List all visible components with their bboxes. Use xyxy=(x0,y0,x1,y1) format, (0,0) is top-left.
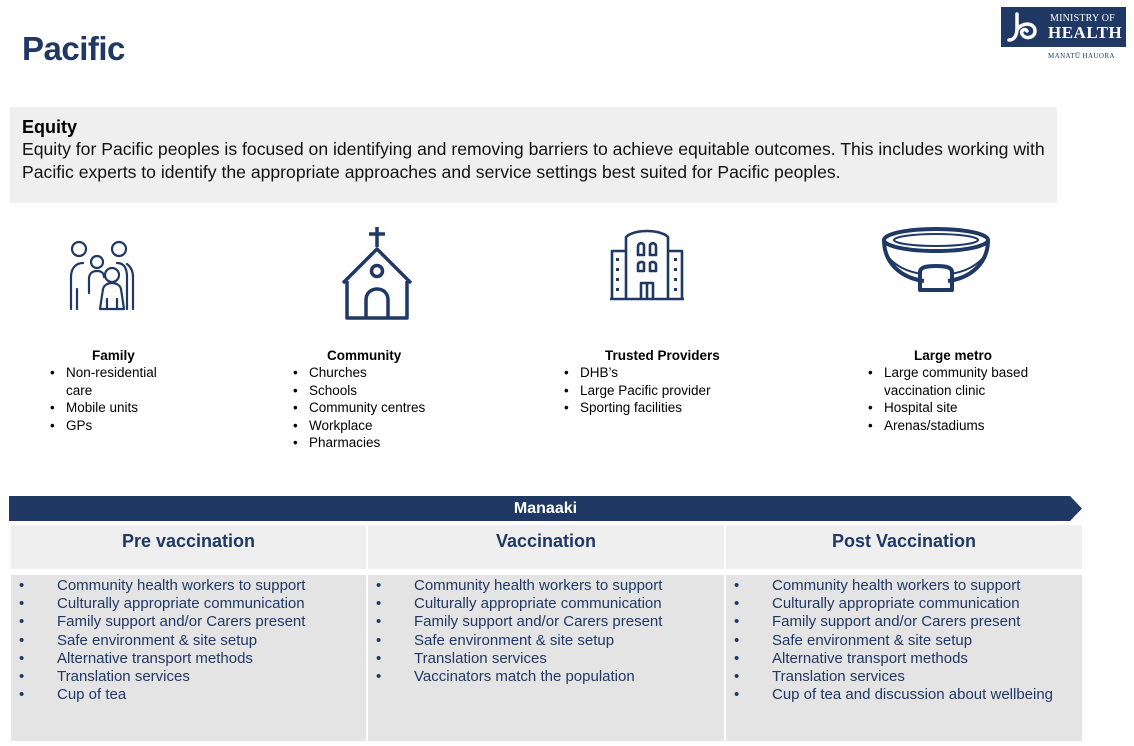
list-item: • Churches xyxy=(291,364,471,381)
list-item: • Community health workers to support xyxy=(368,577,724,595)
category-list xyxy=(562,364,762,416)
list-item: • Hospital site xyxy=(866,399,1066,416)
list-item: • Alternative transport methods xyxy=(726,650,1082,668)
list-item: • Family support and/or Carers present xyxy=(368,613,724,631)
category-title: Large metro xyxy=(914,348,993,363)
list-item: • Cup of tea and discussion about wellbeing xyxy=(726,686,1082,704)
list-item: • Vaccinators match the population xyxy=(368,668,724,686)
equity-heading: Equity xyxy=(22,117,78,137)
list-item: • Community health workers to support xyxy=(11,577,366,595)
logo-health-text: HEALTH xyxy=(1048,23,1123,42)
list-item: • Safe environment & site setup xyxy=(726,632,1082,650)
column-list xyxy=(11,577,366,704)
list-item: • Community health workers to support xyxy=(726,577,1082,595)
banner-label: Manaaki xyxy=(513,500,578,517)
column-list xyxy=(726,577,1082,704)
category-list xyxy=(291,364,471,451)
list-item: • Pharmacies xyxy=(291,434,471,451)
list-item: • Culturally appropriate communication xyxy=(726,595,1082,613)
list-item: • Cup of tea xyxy=(11,686,366,704)
list-item: • GPs xyxy=(48,417,188,434)
list-item: • Arenas/stadiums xyxy=(866,417,1066,434)
category-community xyxy=(291,347,471,451)
koru-icon xyxy=(1005,10,1041,44)
column-header-pre-vaccination: Pre vaccination xyxy=(11,525,366,569)
column-header-vaccination: Vaccination xyxy=(368,525,724,569)
column-body-vaccination xyxy=(368,575,724,741)
category-list xyxy=(866,364,1066,434)
list-item: • Community centres xyxy=(291,399,471,416)
column-list xyxy=(368,577,724,686)
list-item: • Culturally appropriate communication xyxy=(11,595,366,613)
list-item: • Large Pacific provider xyxy=(562,382,762,399)
column-header-post-vaccination: Post Vaccination xyxy=(726,525,1082,569)
logo-ministry-text: MINISTRY OF xyxy=(1050,13,1115,24)
category-title: Community xyxy=(327,348,402,363)
ministry-logo xyxy=(1001,7,1126,47)
category-list xyxy=(48,364,188,434)
category-trusted-providers xyxy=(562,347,762,417)
list-item: • Translation services xyxy=(368,650,724,668)
church-icon xyxy=(339,225,415,321)
page-title: Pacific xyxy=(22,30,125,67)
list-item: • Alternative transport methods xyxy=(11,650,366,668)
list-item: • Family support and/or Carers present xyxy=(726,613,1082,631)
list-item: • Safe environment & site setup xyxy=(11,632,366,650)
logo-subtitle: MANATŪ HAUORA xyxy=(1048,52,1115,60)
list-item: • Mobile units xyxy=(48,399,188,416)
list-item: • Sporting facilities xyxy=(562,399,762,416)
list-item: • Schools xyxy=(291,382,471,399)
category-title: Trusted Providers xyxy=(605,348,720,363)
column-body-pre-vaccination xyxy=(11,575,366,741)
list-item: • DHB’s xyxy=(562,364,762,381)
list-item: • Culturally appropriate communication xyxy=(368,595,724,613)
column-body-post-vaccination xyxy=(726,575,1082,741)
list-item: • Workplace xyxy=(291,417,471,434)
equity-panel xyxy=(10,107,1057,203)
list-item: • Safe environment & site setup xyxy=(368,632,724,650)
category-family xyxy=(48,347,188,434)
stadium-icon xyxy=(880,224,992,296)
manaaki-banner xyxy=(9,496,1082,521)
category-title: Family xyxy=(92,348,135,363)
list-item: • Large community based vaccination clinic xyxy=(866,364,1054,399)
list-item: • Non-residential care xyxy=(48,364,174,399)
list-item: • Family support and/or Carers present xyxy=(11,613,366,631)
list-item: • Translation services xyxy=(11,668,366,686)
equity-body: Equity for Pacific peoples is focused on identifying and removing barriers to achieve equitable outcomes. This includes working with Pacific experts to identify the appropriate approaches and service settings best suited for Pacific peoples. xyxy=(22,139,1045,182)
family-icon xyxy=(67,237,141,313)
list-item: • Translation services xyxy=(726,668,1082,686)
buildings-icon xyxy=(608,225,686,303)
category-large-metro xyxy=(866,347,1066,434)
